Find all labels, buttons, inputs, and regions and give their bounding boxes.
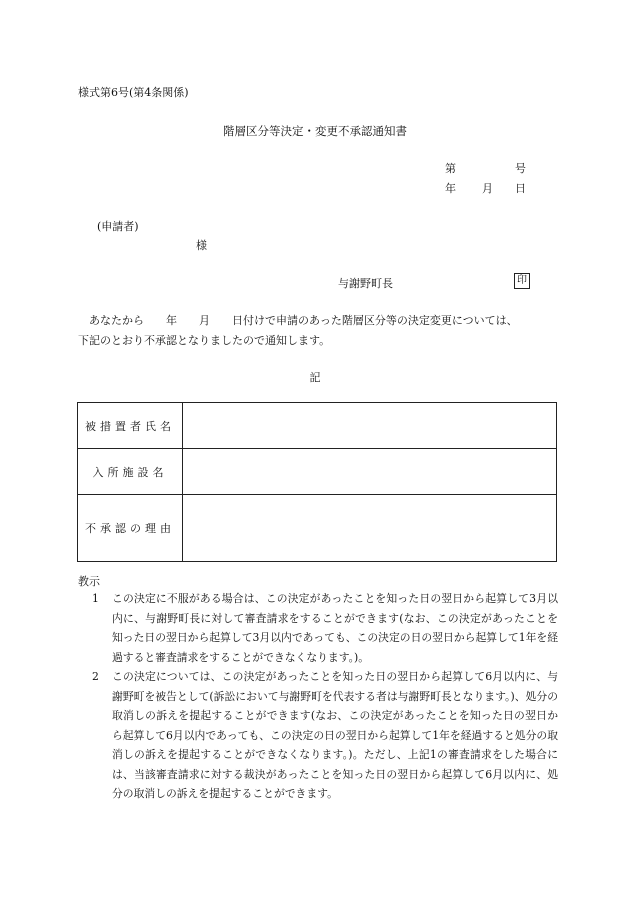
row-label-name: 被措置者氏名	[78, 403, 183, 449]
seal-stamp-box: 印	[514, 273, 530, 289]
table-row	[78, 449, 557, 495]
date-day-label: 日	[515, 182, 526, 195]
table-row	[78, 403, 557, 449]
row-value-name	[183, 403, 557, 449]
body-line-2: 下記のとおり不承認となりましたので通知します。	[78, 334, 331, 347]
doc-number-prefix: 第	[445, 162, 456, 175]
notice-item	[92, 589, 558, 667]
row-value-facility	[183, 449, 557, 495]
document-title: 階層区分等決定・変更不承認通知書	[223, 124, 407, 138]
row-label-reason: 不承認の理由	[78, 495, 183, 562]
body-text	[78, 311, 558, 351]
row-value-reason	[183, 495, 557, 562]
applicant-label: (申請者)	[97, 220, 139, 233]
date-year-label: 年	[445, 182, 456, 195]
date-month-label: 月	[482, 182, 493, 195]
table-row	[78, 495, 557, 562]
row-label-facility: 入所施設名	[78, 449, 183, 495]
notice-item-text: この決定に不服がある場合は、この決定があったことを知った日の翌日から起算して3月以内に、与謝野町長に対して審査請求をすることができます(なお、この決定があったことを知った日の翌日から起算して3月以内であっても、この決定の日の翌日から起算して1年を経過すると審査請求をすることができなくなります。)。	[112, 592, 558, 664]
form-number: 様式第6号(第4条関係)	[78, 86, 189, 99]
honorific: 様	[196, 239, 207, 252]
info-table	[77, 402, 557, 562]
body-line-1: あなたから 年 月 日付けで申請のあった階層区分等の決定変更については、	[89, 314, 518, 327]
notice-item-text: この決定については、この決定があったことを知った日の翌日から起算して6月以内に、与謝野町を被告として(訴訟において与謝野町を代表する者は与謝野町長となります。)、処分の取消しの訴えを提起することができます(なお、この決定があったことを知った日の翌日から起算して6月以内であっても、この決定の日の翌日から起算して1年を経過すると処分の取消しの訴えを提起することができなくなります。)。ただし、上記1の審査請求をした場合には、当該審査請求に対する裁決があったことを知った日の翌日から起算して6月以内に、処分の取消しの訴えを提起することができます。	[112, 670, 558, 800]
notice-item-number: 2	[92, 670, 99, 683]
notice-heading: 教示	[78, 575, 100, 588]
doc-number-suffix: 号	[515, 162, 526, 175]
notice-item-number: 1	[92, 592, 99, 605]
notice-item	[92, 667, 558, 804]
ki-label: 記	[309, 371, 321, 384]
issuer-name: 与謝野町長	[338, 277, 393, 290]
